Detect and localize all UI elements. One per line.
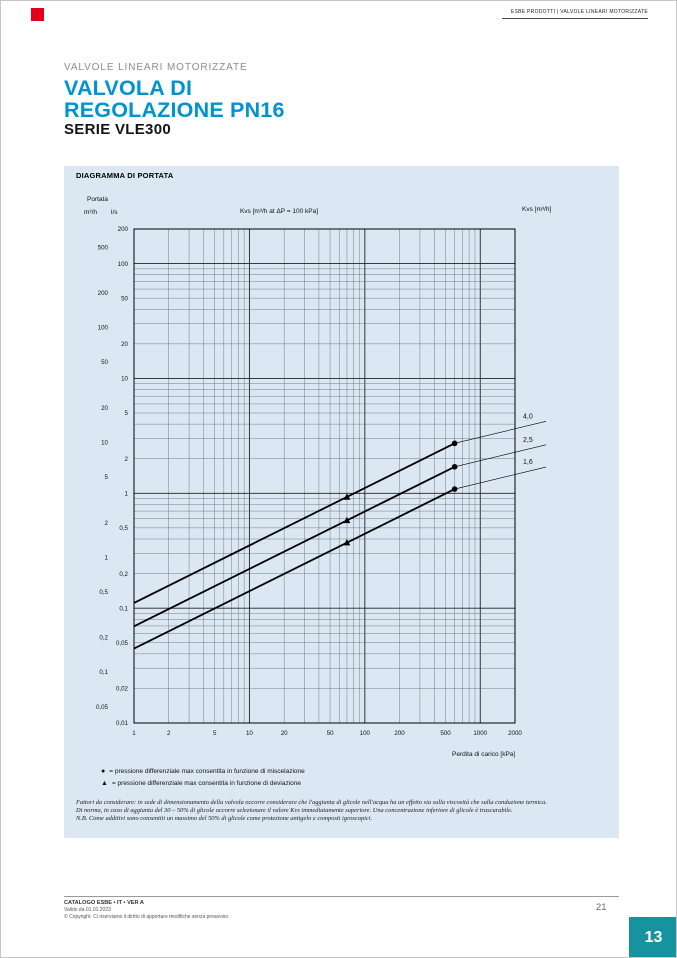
y-tick-label-m3h: 20 <box>101 404 108 412</box>
kvs-leader-line <box>455 467 546 489</box>
y-tick-label-ls: 0,1 <box>119 605 128 613</box>
footer-valid-from: Valido da 01.01.2023 <box>64 907 111 913</box>
legend-item-diverting <box>101 777 305 789</box>
footnote-line-2: Di norma, in caso di aggiunta del 30 – 50% di glicole occorre selezionare il valore Kvs immediatamente superiore. Una concentrazione inferiore di glicole è trascurabile. <box>76 807 513 815</box>
y-axis-unit-ls: l/s <box>111 209 118 216</box>
y-tick-label-m3h: 5 <box>104 474 108 482</box>
legend-item-diverting-text: = pressione differenziale max consentita in funzione di deviazione <box>111 779 301 787</box>
y-tick-label-m3h: 100 <box>97 324 108 332</box>
category-label: VALVOLE LINEARI MOTORIZZATE <box>64 62 248 73</box>
page-title-line-1: VALVOLA DI <box>64 76 193 100</box>
page-title <box>64 77 285 121</box>
kvs-label: 2,5 <box>523 436 533 444</box>
kvs-line <box>134 489 455 649</box>
x-tick-label: 1 <box>132 730 136 737</box>
footer-copyright: © Copyright. Ci riserviamo il diritto di apportare modifiche senza preavviso. <box>64 913 230 920</box>
plot-border <box>134 229 515 723</box>
chart-legend <box>101 765 305 789</box>
legend-item-mixing <box>101 765 305 777</box>
y-tick-label-ls: 2 <box>124 455 128 463</box>
chart-top-label: Kvs [m³/h at ΔP = 100 kPa] <box>239 208 319 215</box>
chapter-tab <box>629 917 677 958</box>
x-tick-label: 2 <box>167 730 171 737</box>
x-tick-label: 20 <box>280 730 288 737</box>
x-tick-label: 500 <box>440 730 451 737</box>
y-tick-label-ls: 0,05 <box>115 639 128 647</box>
y-tick-label-ls: 5 <box>124 410 128 418</box>
y-tick-label-m3h: 0,5 <box>99 588 108 596</box>
y-tick-label-ls: 0,5 <box>119 525 128 533</box>
kvs-label: 1,6 <box>523 459 533 467</box>
kvs-line <box>134 467 455 627</box>
footer-divider <box>64 896 619 897</box>
x-tick-label: 10 <box>245 730 253 737</box>
triangle-marker-symbol: ▲ <box>101 779 108 787</box>
y-tick-label-m3h: 1 <box>104 554 108 562</box>
page-header-breadcrumb: ESBE PRODOTTI | VALVOLE LINEARI MOTORIZZATE <box>502 9 648 19</box>
y-tick-label-m3h: 0,1 <box>99 669 108 677</box>
page-title-line-2: REGOLAZIONE PN16 <box>64 98 285 122</box>
max-dp-mixing-marker <box>452 464 458 470</box>
circle-marker-symbol: ● <box>101 767 106 775</box>
series-title: SERIE VLE300 <box>64 121 171 138</box>
max-dp-mixing-marker <box>452 441 458 447</box>
page-number: 21 <box>596 902 607 913</box>
chapter-tab-number: 13 <box>644 928 663 946</box>
footnotes <box>76 799 610 824</box>
chart-right-label: Kvs [m³/h] <box>522 206 552 213</box>
kvs-line <box>134 443 455 603</box>
y-axis-header: Portata <box>87 196 108 203</box>
y-tick-label-m3h: 200 <box>97 290 108 298</box>
y-tick-label-ls: 0,01 <box>115 720 128 728</box>
y-tick-label-ls: 100 <box>117 260 128 268</box>
y-tick-label-m3h: 500 <box>97 244 108 252</box>
x-tick-label: 200 <box>394 730 405 737</box>
y-tick-label-m3h: 2 <box>104 519 108 527</box>
y-tick-label-m3h: 50 <box>101 359 108 367</box>
x-tick-label: 1000 <box>473 730 488 737</box>
esbe-logo <box>31 8 44 21</box>
x-tick-label: 5 <box>212 730 217 737</box>
flow-chart <box>64 166 619 838</box>
footer-catalog-line: CATALOGO ESBE • IT • VER A <box>64 900 144 906</box>
footnote-line-3: N.B. Come additivi sono consentiti un massimo del 50% di glicole come protezione antigelo e composti igroscopici. <box>76 815 373 823</box>
y-tick-label-ls: 10 <box>121 375 128 383</box>
x-tick-label: 100 <box>359 730 371 737</box>
y-tick-label-ls: 0,02 <box>115 685 128 693</box>
flow-diagram-panel <box>64 166 619 838</box>
y-tick-label-ls: 1 <box>124 490 128 498</box>
max-dp-mixing-marker <box>452 486 458 492</box>
y-tick-label-ls: 0,2 <box>119 570 128 578</box>
x-tick-label: 2000 <box>508 730 522 737</box>
panel-title: DIAGRAMMA DI PORTATA <box>76 171 174 180</box>
y-axis-unit-m3h: m³/h <box>84 209 97 216</box>
y-tick-label-m3h: 0,05 <box>95 703 108 711</box>
y-tick-label-ls: 200 <box>117 226 128 234</box>
legend-item-mixing-text: = pressione differenziale max consentita in funzione di miscelazione <box>109 767 305 775</box>
kvs-label: 4,0 <box>523 413 533 421</box>
y-tick-label-m3h: 10 <box>101 439 108 447</box>
y-tick-label-ls: 50 <box>121 295 128 303</box>
x-tick-label: 50 <box>326 730 334 737</box>
y-tick-label-m3h: 0,2 <box>99 634 108 642</box>
footer <box>64 900 229 920</box>
footnote-line-1: Fattori da considerare: in sede di dimensionamento della valvola occorre considerare che l'aggiunta di glicole nell'acqua ha un effetto sia sulla viscosità che sulla conduzione termica. <box>76 799 547 806</box>
y-tick-label-ls: 20 <box>121 341 128 349</box>
x-axis-title: Perdita di carico [kPa] <box>452 751 516 758</box>
